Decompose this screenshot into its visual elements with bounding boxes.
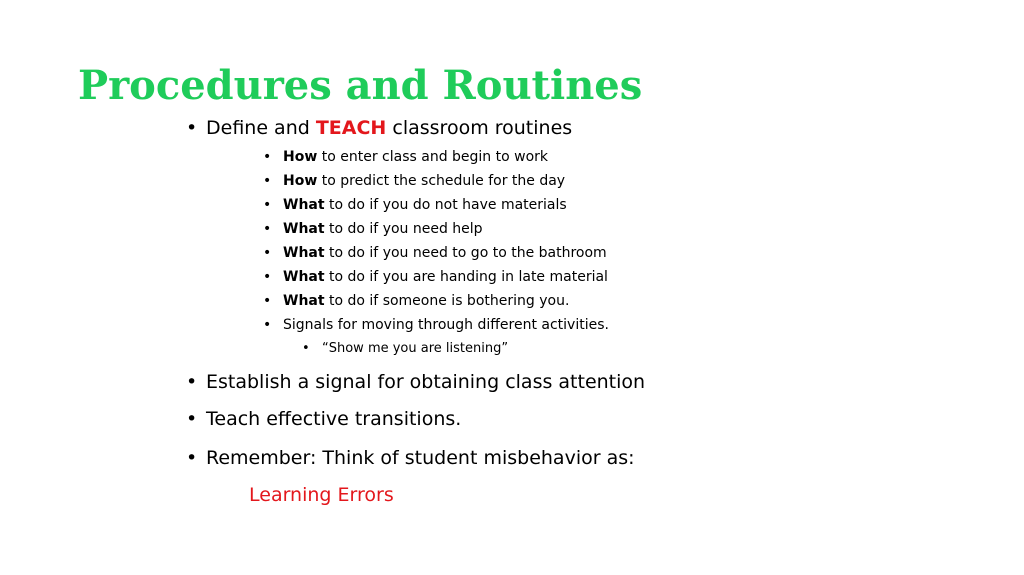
- routine-text: [283, 148, 548, 166]
- bullet-icon: •: [186, 447, 198, 469]
- routine-rest: to do if you need to go to the bathroom: [324, 245, 607, 261]
- routine-rest: to do if someone is bothering you.: [324, 293, 570, 309]
- main-point-after: classroom routines: [386, 117, 573, 139]
- routine-lead: What: [283, 269, 325, 285]
- routine-text: [283, 292, 569, 310]
- bullet-icon: •: [263, 173, 272, 189]
- bullet-icon: •: [263, 197, 272, 213]
- bullet-icon: •: [263, 317, 272, 333]
- bullet-icon: •: [302, 341, 310, 356]
- routine-rest: to do if you do not have materials: [324, 197, 567, 213]
- slide-title: Procedures and Routines: [78, 62, 643, 109]
- closing-text: Learning Errors: [249, 484, 394, 506]
- routine-text: [283, 220, 483, 238]
- routine-text: [283, 172, 565, 190]
- routine-text: [283, 196, 567, 214]
- routine-rest: to enter class and begin to work: [317, 149, 549, 165]
- routine-rest: to do if you need help: [324, 221, 483, 237]
- bullet-icon: •: [186, 408, 198, 430]
- bullet-icon: •: [263, 221, 272, 237]
- bullet-icon: •: [263, 149, 272, 165]
- routine-lead: How: [283, 149, 318, 165]
- main-point-text: [206, 116, 572, 140]
- routine-lead: How: [283, 173, 318, 189]
- bullet-icon: •: [186, 371, 198, 393]
- routine-lead: What: [283, 245, 325, 261]
- routine-rest: to predict the schedule for the day: [317, 173, 566, 189]
- routine-text: [283, 244, 607, 262]
- bullet-icon: •: [263, 269, 272, 285]
- main-point-before: Define and: [206, 117, 316, 139]
- routine-lead: What: [283, 197, 325, 213]
- signals-text: Signals for moving through different activities.: [283, 317, 609, 333]
- main-point-emphasis: TEACH: [315, 117, 387, 139]
- point-text: Establish a signal for obtaining class attention: [206, 371, 646, 393]
- routine-lead: What: [283, 293, 325, 309]
- signal-example-text: “Show me you are listening”: [322, 341, 509, 356]
- bullet-icon: •: [263, 245, 272, 261]
- bullet-icon: •: [186, 117, 198, 139]
- routine-lead: What: [283, 221, 325, 237]
- point-text: Remember: Think of student misbehavior as:: [206, 447, 635, 469]
- routine-rest: to do if you are handing in late material: [324, 269, 608, 285]
- routine-text: [283, 268, 608, 286]
- bullet-icon: •: [263, 293, 272, 309]
- point-text: Teach effective transitions.: [206, 408, 462, 430]
